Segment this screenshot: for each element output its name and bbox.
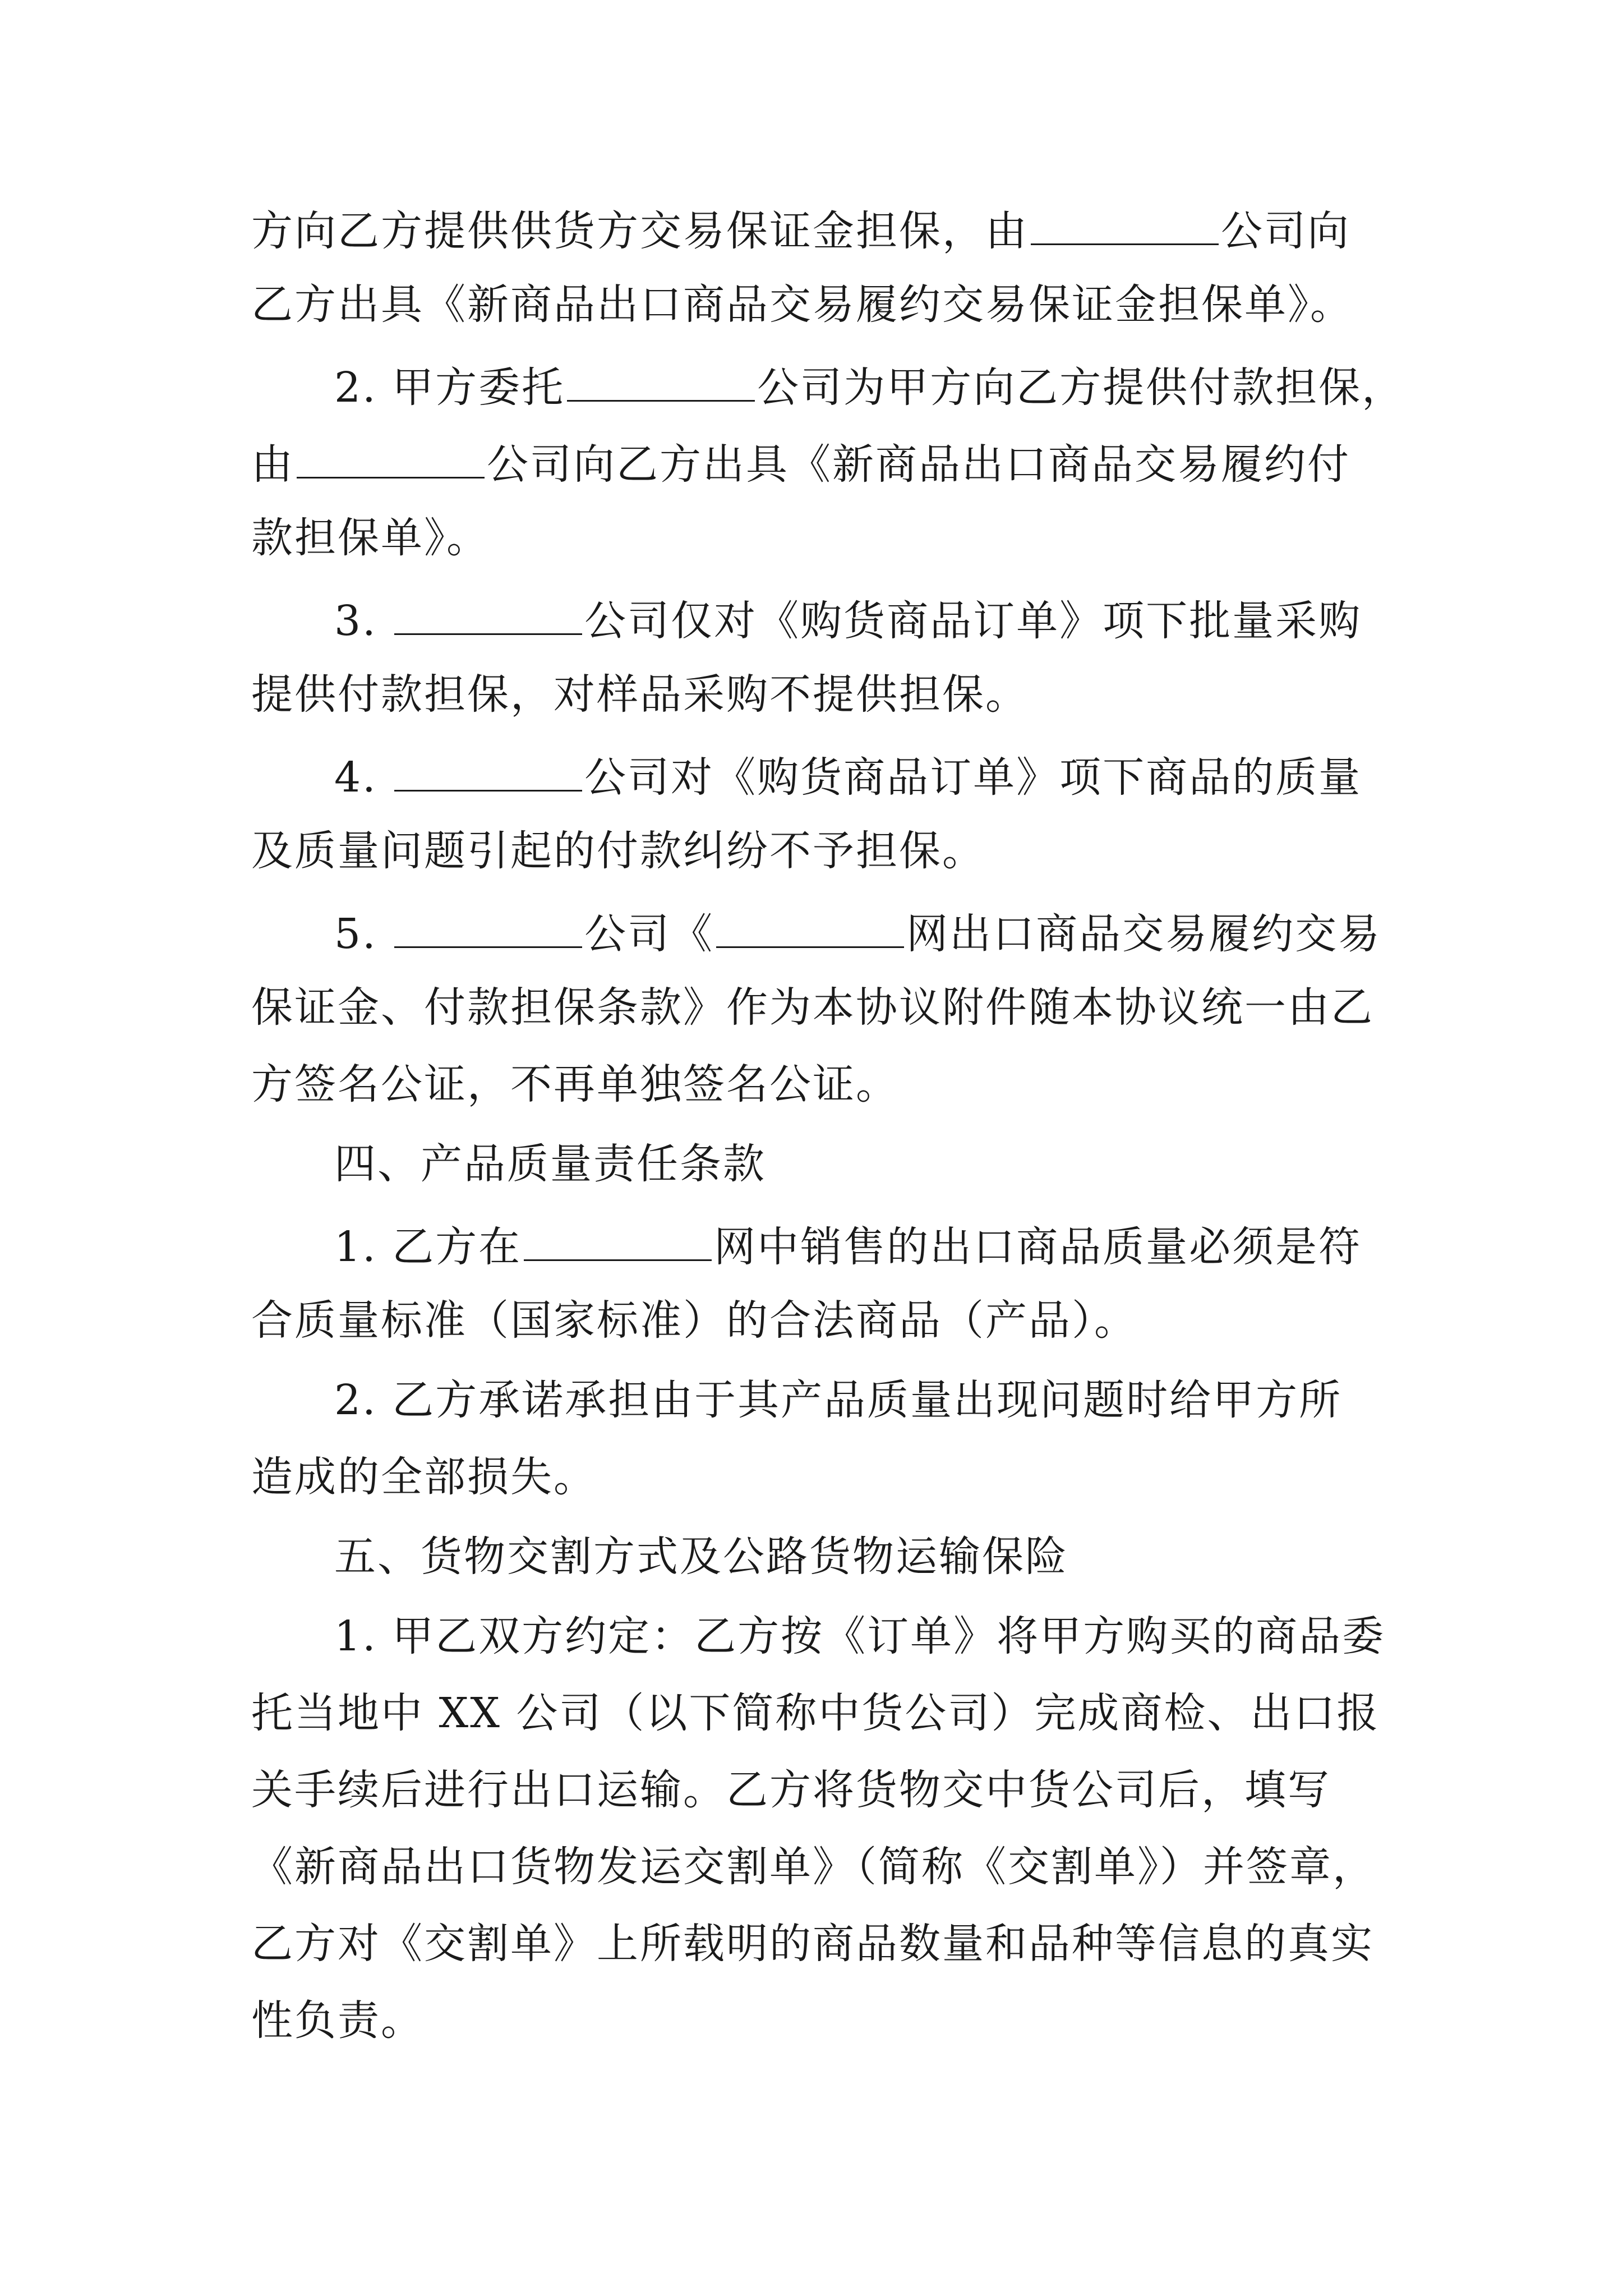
- text-segment: 关手续后进行出口运输。乙方将货物交中货公司后，填写: [251, 1766, 1331, 1814]
- text-segment: 5.: [334, 910, 393, 958]
- text-segment: 2. 甲方委托: [334, 364, 565, 412]
- text-segment: 托当地中 XX 公司（以下简称中货公司）完成商检、出口报: [251, 1689, 1380, 1737]
- text-line: [251, 827, 1373, 875]
- text-segment: 公司《: [584, 910, 714, 958]
- text-segment: 1. 乙方在: [334, 1223, 522, 1271]
- text-segment: 4.: [334, 753, 393, 802]
- text-line: [251, 983, 1374, 1032]
- text-segment: 2. 乙方承诺承担由于其产品质量出现问题时给甲方所: [334, 1376, 1343, 1424]
- text-line: [251, 207, 1373, 255]
- fill-in-blank: [524, 1223, 712, 1261]
- text-line: [251, 910, 1382, 958]
- fill-in-blank: [1031, 208, 1219, 245]
- text-line: [251, 670, 1373, 719]
- text-line: [251, 753, 1373, 802]
- text-line: [251, 1060, 1373, 1108]
- text-segment: 乙方对《交割单》上所载明的商品数量和品种等信息的真实: [251, 1920, 1374, 1968]
- text-line: [251, 440, 1373, 489]
- text-segment: 1. 甲乙双方约定：乙方按《订单》将甲方购买的商品委: [334, 1612, 1386, 1660]
- text-segment: 由: [251, 440, 294, 489]
- text-segment: 造成的全部损失。: [251, 1453, 597, 1501]
- text-segment: 方向乙方提供供货方交易保证金担保，由: [251, 207, 1029, 255]
- fill-in-blank: [394, 754, 582, 792]
- text-segment: 《新商品出口货物发运交割单》（简称《交割单》）并签章，: [251, 1843, 1376, 1891]
- fill-in-blank: [394, 910, 582, 948]
- section-heading: [251, 1533, 1373, 1581]
- text-line: [251, 1223, 1373, 1271]
- text-segment: 公司仅对《购货商品订单》项下批量采购: [584, 597, 1362, 645]
- text-segment: 及质量问题引起的付款纠纷不予担保。: [251, 827, 985, 875]
- text-line: [251, 1689, 1380, 1737]
- fill-in-blank: [394, 597, 582, 635]
- text-line: [251, 514, 1373, 562]
- text-line: [251, 1296, 1373, 1345]
- text-segment: 公司为甲方向乙方提供付款担保，: [757, 364, 1405, 412]
- text-line: [251, 1453, 1373, 1501]
- fill-in-blank: [716, 910, 904, 948]
- document-body: [251, 207, 1405, 2077]
- text-segment: 3.: [334, 597, 393, 645]
- text-line: [251, 1766, 1373, 1814]
- text-segment: 五、货物交割方式及公路货物运输保险: [334, 1533, 1068, 1581]
- text-segment: 保证金、付款担保条款》作为本协议附件随本协议统一由乙: [251, 983, 1374, 1032]
- text-segment: 公司对《购货商品订单》项下商品的质量: [584, 753, 1362, 802]
- text-line: [251, 1612, 1386, 1660]
- section-heading: [251, 1140, 1373, 1188]
- text-segment: 合质量标准（国家标准）的合法商品（产品）。: [251, 1296, 1137, 1345]
- text-segment: 网中销售的出口商品质量必须是符: [714, 1223, 1362, 1271]
- text-segment: 款担保单》。: [251, 514, 490, 562]
- text-segment: 提供付款担保，对样品采购不提供担保。: [251, 670, 1029, 719]
- text-segment: 性负责。: [251, 1996, 424, 2045]
- text-line: [251, 280, 1373, 329]
- text-line: [251, 1920, 1374, 1968]
- text-segment: 四、产品质量责任条款: [334, 1140, 766, 1188]
- fill-in-blank: [297, 441, 485, 478]
- text-segment: 公司向乙方出具《新商品出口商品交易履约付: [487, 440, 1350, 489]
- text-segment: 方签名公证，不再单独签名公证。: [251, 1060, 899, 1108]
- text-line: [251, 1376, 1373, 1424]
- text-line: [251, 1843, 1376, 1891]
- text-segment: 乙方出具《新商品出口商品交易履约交易保证金担保单》。: [251, 280, 1353, 329]
- text-segment: 网出口商品交易履约交易: [906, 910, 1382, 958]
- text-line: [251, 364, 1405, 412]
- text-line: [251, 1996, 1373, 2045]
- text-line: [251, 597, 1373, 645]
- text-segment: 公司向: [1221, 207, 1350, 255]
- fill-in-blank: [567, 364, 755, 402]
